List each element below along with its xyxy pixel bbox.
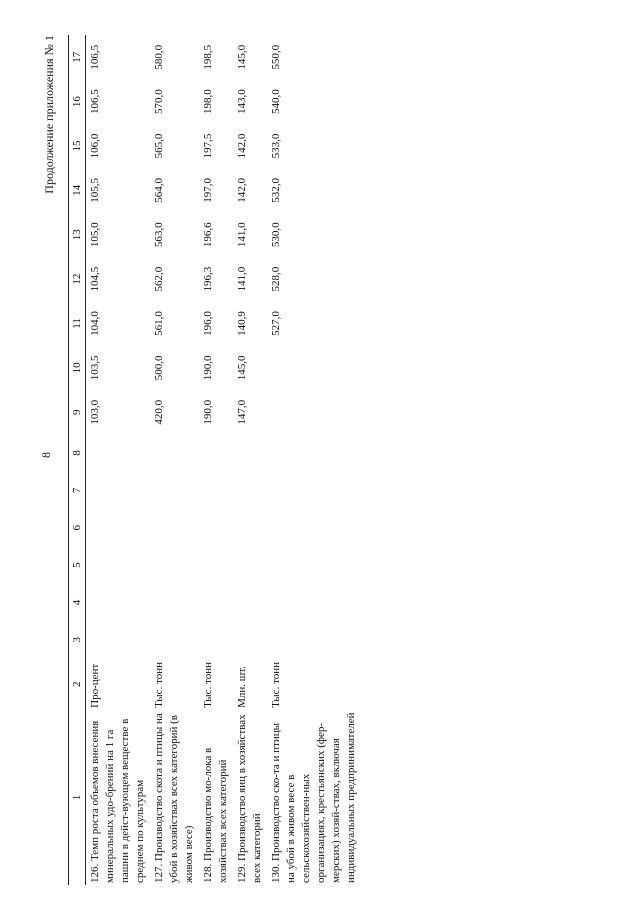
column-header: 17 xyxy=(69,35,86,79)
value-cell: 570,0 xyxy=(153,89,165,115)
value-cell: 198,0 xyxy=(202,89,214,115)
value-cell: 527,0 xyxy=(270,311,282,336)
value-cell: 563,0 xyxy=(153,222,165,248)
row-number: 129. xyxy=(236,863,248,883)
column-header: 15 xyxy=(69,124,86,168)
value-cell xyxy=(150,434,199,471)
row-number: 130. xyxy=(270,863,282,883)
value-cell xyxy=(199,546,233,583)
value-cell: 562,0 xyxy=(153,266,165,292)
value-cell xyxy=(233,546,267,583)
value-cell: 142,0 xyxy=(236,133,248,159)
value-cell xyxy=(199,621,233,658)
value-cell: 532,0 xyxy=(270,178,282,203)
column-header: 16 xyxy=(69,79,86,123)
column-header: 14 xyxy=(69,168,86,212)
value-cell xyxy=(86,584,151,621)
column-header: 3 xyxy=(69,621,86,658)
value-cell: 106,5 xyxy=(89,44,101,70)
value-cell xyxy=(233,621,267,658)
indicator-name: Производство ско-та и птицы на убой в живом весе в сельскохозяйствен-ных организациях, крестьянских (фер-мерских) хозяй-ствах, включая индивидуальных предпринимателей xyxy=(270,712,357,883)
unit-cell: Млн. шт. xyxy=(236,666,248,708)
value-cell xyxy=(267,509,361,546)
indicator-cell xyxy=(199,710,233,885)
value-cell: 106,5 xyxy=(89,89,101,115)
value-cell xyxy=(150,509,199,546)
value-cell: 197,0 xyxy=(202,178,214,203)
table-header-row xyxy=(69,35,86,885)
table-row xyxy=(86,35,151,885)
value-cell: 190,0 xyxy=(202,399,214,425)
value-cell xyxy=(267,346,361,390)
value-cell: 143,0 xyxy=(236,89,248,115)
value-cell xyxy=(267,434,361,471)
value-cell xyxy=(267,584,361,621)
column-header: 11 xyxy=(69,301,86,345)
value-cell: 105,0 xyxy=(89,222,101,248)
indicator-cell xyxy=(86,710,151,885)
unit-cell: Тыс. тонн xyxy=(270,661,282,708)
page-number: 8 xyxy=(39,452,53,458)
value-cell: 528,0 xyxy=(270,266,282,292)
column-header: 6 xyxy=(69,509,86,546)
value-cell: 197,5 xyxy=(202,133,214,159)
value-cell xyxy=(267,472,361,509)
value-cell xyxy=(267,390,361,434)
value-cell xyxy=(150,621,199,658)
column-header: 4 xyxy=(69,584,86,621)
value-cell: 500,0 xyxy=(153,355,165,381)
unit-cell: Про-цент xyxy=(89,663,101,708)
column-header: 12 xyxy=(69,257,86,301)
value-cell: 105,5 xyxy=(89,178,101,203)
value-cell xyxy=(199,509,233,546)
value-cell xyxy=(150,546,199,583)
value-cell: 142,0 xyxy=(236,178,248,203)
table-row xyxy=(199,35,233,885)
row-number: 127. xyxy=(153,863,165,883)
indicator-name: Производство скота и птицы на убой в хозяйствах всех категорий (в живом весе) xyxy=(153,713,195,883)
table-row xyxy=(150,35,199,885)
value-cell: 141,0 xyxy=(236,266,248,292)
row-number: 128. xyxy=(202,863,214,883)
value-cell: 561,0 xyxy=(153,311,165,336)
value-cell: 196,3 xyxy=(202,266,214,292)
value-cell: 540,0 xyxy=(270,89,282,115)
value-cell: 103,0 xyxy=(89,399,101,425)
column-header: 13 xyxy=(69,213,86,257)
value-cell xyxy=(233,509,267,546)
value-cell xyxy=(86,472,151,509)
value-cell: 141,0 xyxy=(236,222,248,248)
value-cell: 565,0 xyxy=(153,133,165,159)
rotated-page-content xyxy=(42,35,628,885)
column-header: 1 xyxy=(69,710,86,885)
value-cell: 104,5 xyxy=(89,266,101,292)
value-cell: 140,9 xyxy=(236,311,248,336)
column-header: 8 xyxy=(69,434,86,471)
value-cell: 550,0 xyxy=(270,44,282,70)
indicator-name: Производство мо-лока в хозяйствах всех категорий xyxy=(202,747,229,883)
value-cell: 147,0 xyxy=(236,399,248,425)
value-cell xyxy=(199,584,233,621)
value-cell: 190,0 xyxy=(202,355,214,381)
value-cell xyxy=(233,434,267,471)
value-cell xyxy=(86,509,151,546)
indicator-cell xyxy=(233,710,267,885)
value-cell xyxy=(86,546,151,583)
appendix-caption: Продолжение приложения № 1 xyxy=(42,35,56,194)
value-cell: 564,0 xyxy=(153,178,165,203)
value-cell xyxy=(267,546,361,583)
value-cell: 580,0 xyxy=(153,44,165,70)
unit-cell: Тыс. тонн xyxy=(153,661,165,708)
value-cell: 145,0 xyxy=(236,44,248,70)
indicator-cell xyxy=(267,710,361,885)
value-cell xyxy=(199,472,233,509)
value-cell: 530,0 xyxy=(270,222,282,248)
value-cell: 103,5 xyxy=(89,355,101,381)
value-cell: 198,5 xyxy=(202,44,214,70)
column-header: 7 xyxy=(69,472,86,509)
unit-cell: Тыс. тонн xyxy=(202,661,214,708)
indicators-table xyxy=(68,35,361,885)
table-row xyxy=(267,35,361,885)
column-header: 5 xyxy=(69,546,86,583)
column-header: 2 xyxy=(69,659,86,710)
column-header: 9 xyxy=(69,390,86,434)
value-cell xyxy=(150,472,199,509)
value-cell xyxy=(233,584,267,621)
value-cell: 104,0 xyxy=(89,311,101,336)
value-cell xyxy=(86,621,151,658)
value-cell xyxy=(199,434,233,471)
value-cell: 533,0 xyxy=(270,133,282,159)
indicator-name: Темп роста объемов внесения минеральных удо-брений на 1 га пашни в дейст-вующем веществе в среднем по культурам xyxy=(89,718,146,883)
value-cell: 145,0 xyxy=(236,355,248,381)
indicator-cell xyxy=(150,710,199,885)
value-cell: 196,0 xyxy=(202,311,214,336)
value-cell xyxy=(150,584,199,621)
column-header: 10 xyxy=(69,346,86,390)
row-number: 126. xyxy=(89,863,101,883)
value-cell xyxy=(233,472,267,509)
value-cell: 106,0 xyxy=(89,133,101,159)
value-cell: 196,6 xyxy=(202,222,214,248)
table-row xyxy=(233,35,267,885)
indicator-name: Производство яиц в хозяйствах всех категорий xyxy=(236,714,263,883)
value-cell: 420,0 xyxy=(153,399,165,425)
value-cell xyxy=(86,434,151,471)
value-cell xyxy=(267,621,361,658)
